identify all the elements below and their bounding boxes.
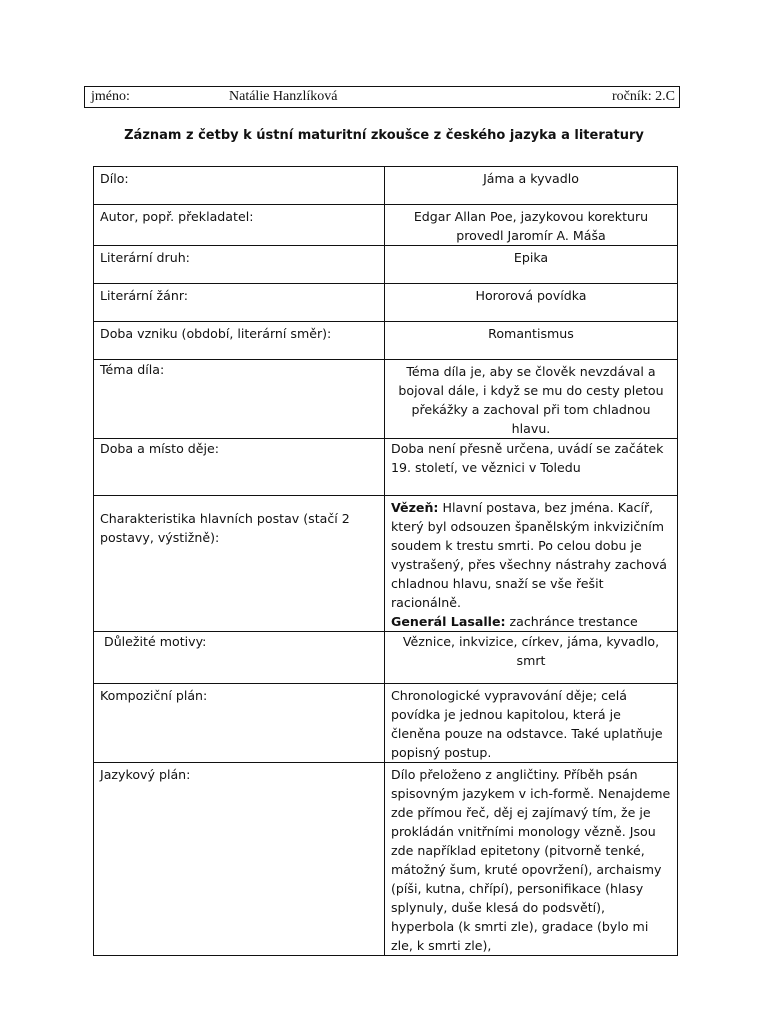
row-label: Dílo: bbox=[94, 167, 385, 205]
name-label: jméno: bbox=[91, 89, 130, 104]
row-value: Edgar Allan Poe, jazykovou korekturu provedl Jaromír A. Máša bbox=[385, 205, 678, 246]
row-value: Epika bbox=[385, 246, 678, 284]
table-row bbox=[94, 360, 678, 439]
table-row bbox=[94, 763, 678, 956]
row-label: Autor, popř. překladatel: bbox=[94, 205, 385, 246]
table-row bbox=[94, 284, 678, 322]
table-row bbox=[94, 205, 678, 246]
row-value: Téma díla je, aby se člověk nevzdával a bojoval dále, i když se mu do cesty pletou překážky a zachoval při tom chladnou hlavu. bbox=[385, 360, 678, 439]
character-name: Vězeň: bbox=[391, 500, 439, 515]
row-label: Charakteristika hlavních postav (stačí 2 postavy, výstižně): bbox=[94, 496, 385, 632]
row-value: Doba není přesně určena, uvádí se začátek 19. století, ve věznici v Toledu bbox=[385, 439, 678, 496]
document-title: Záznam z četby k ústní maturitní zkoušce z českého jazyka a literatury bbox=[124, 128, 644, 143]
row-label: Literární druh: bbox=[94, 246, 385, 284]
row-value: Hororová povídka bbox=[385, 284, 678, 322]
class-year: ročník: 2.C bbox=[612, 89, 675, 104]
table-row bbox=[94, 167, 678, 205]
table-row bbox=[94, 439, 678, 496]
row-label: Literární žánr: bbox=[94, 284, 385, 322]
row-value: Věznice, inkvizice, církev, jáma, kyvadlo, smrt bbox=[385, 632, 678, 684]
row-value: Jáma a kyvadlo bbox=[385, 167, 678, 205]
row-value: Romantismus bbox=[385, 322, 678, 360]
row-label: Doba vzniku (období, literární směr): bbox=[94, 322, 385, 360]
table-row bbox=[94, 246, 678, 284]
table-row bbox=[94, 684, 678, 763]
student-header bbox=[84, 86, 680, 108]
character-name: Generál Lasalle: bbox=[391, 614, 506, 629]
row-value: Dílo přeloženo z angličtiny. Příběh psán spisovným jazykem v ich-formě. Nenajdeme zde přímou řeč, děj ej zajímavý tím, že je prokládán vnitřními monology vězně. Jsou zde například epitetony (pitvorně tenké, mátožný šum, kruté opovržení), archaismy (píši, kutna, chřípí), personifikace (hlasy splynuly, duše klesá do podsvětí), hyperbola (k smrti zle), gradace (bylo mi zle, k smrti zle), bbox=[385, 763, 678, 956]
table-row bbox=[94, 496, 678, 632]
row-label: Téma díla: bbox=[94, 360, 385, 439]
reading-record-table bbox=[93, 166, 678, 956]
table-row bbox=[94, 632, 678, 684]
table-row bbox=[94, 322, 678, 360]
row-label: Doba a místo děje: bbox=[94, 439, 385, 496]
student-name: Natálie Hanzlíková bbox=[229, 89, 338, 104]
row-label: Důležité motivy: bbox=[94, 632, 385, 684]
row-value: Vězeň: Hlavní postava, bez jména. Kacíř, který byl odsouzen španělským inkvizičním soudem k trestu smrti. Po celou dobu je vystrašený, přes všechny nástrahy zachová chladnou hlavu, snaží se vše řešit racionálně. Generál Lasalle: zachránce trestance bbox=[385, 496, 678, 632]
row-label: Jazykový plán: bbox=[94, 763, 385, 956]
row-value: Chronologické vypravování děje; celá povídka je jednou kapitolou, která je členěna pouze na odstavce. Také uplatňuje popisný postup. bbox=[385, 684, 678, 763]
row-label: Kompoziční plán: bbox=[94, 684, 385, 763]
